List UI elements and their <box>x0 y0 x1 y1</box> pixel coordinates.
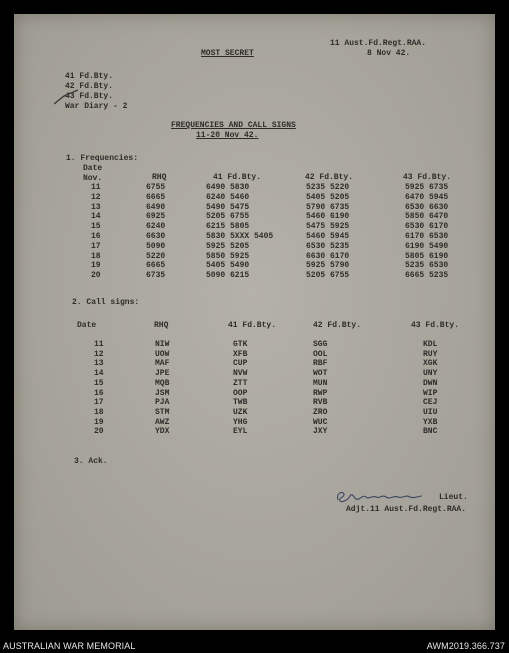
frequency-43-cell: 6530 6630 <box>405 202 449 212</box>
callsign-42-cell: ZRO <box>313 407 328 417</box>
frequency-41-cell: 6240 5460 <box>206 192 250 202</box>
frequency-date-cell: 20 <box>91 271 101 281</box>
callsign-42-cell: RVB <box>313 398 328 408</box>
callsign-41-cell: TWB <box>233 398 248 408</box>
callsign-42-cell: WOT <box>313 369 328 379</box>
callsign-42-cell: OOL <box>313 349 328 359</box>
callsign-date-cell: 15 <box>94 378 104 388</box>
frequency-43-cell: 6665 5235 <box>405 271 449 281</box>
ack-heading: 3. Ack. <box>74 457 108 466</box>
callsign-rhq-cell: MAF <box>155 359 170 369</box>
frequency-rhq-cell: 6490 <box>146 202 166 212</box>
frequency-rhq-cell: 6925 <box>146 212 166 222</box>
frequency-rhq-cell: 6240 <box>146 222 166 232</box>
frequency-43-cell: 5235 6530 <box>405 261 449 271</box>
callsign-date-cell: 13 <box>94 359 104 369</box>
callsign-rhq-cell: PJA <box>155 398 170 408</box>
signatory-appointment: Adjt.11 Aust.Fd.Regt.RAA. <box>346 505 467 514</box>
frequency-41-cell: 6215 5805 <box>206 222 250 232</box>
frequency-date-cell: 16 <box>91 232 101 241</box>
distribution-item: War Diary - 2 <box>65 102 128 111</box>
callsign-41-cell: UZK <box>233 407 248 417</box>
callsign-date-cell: 12 <box>94 349 104 359</box>
call-signs-col-rhq: RHQ <box>154 321 169 330</box>
unit-name: 11 Aust.Fd.Regt.RAA. <box>330 39 427 48</box>
call-signs-col-42: 42 Fd.Bty. <box>313 321 362 330</box>
distribution-item: 42 Fd.Bty. <box>65 82 114 91</box>
frequency-41-cell: 5830 5XXX 5405 <box>206 232 274 241</box>
frequency-42-cell: 5235 5220 <box>306 183 350 192</box>
frequencies-col-41: 41 Fd.Bty. <box>213 173 262 182</box>
callsign-date-cell: 17 <box>94 398 104 408</box>
frequency-43-cell: 5925 6735 <box>405 183 449 192</box>
callsign-41-cell: ZTT <box>233 378 248 388</box>
distribution-item: 43 Fd.Bty. <box>65 92 114 101</box>
frequencies-col-rhq: RHQ <box>152 173 167 182</box>
callsign-rhq-cell: AWZ <box>155 417 170 427</box>
callsign-date-cell: 18 <box>94 407 104 417</box>
classification-heading: MOST SECRET <box>201 49 254 58</box>
callsign-43-cell: RUY <box>423 349 438 359</box>
frequency-43-cell: 6470 5945 <box>405 192 449 202</box>
frequency-42-cell: 6530 5235 <box>306 241 350 251</box>
callsign-41-cell: YHG <box>233 417 248 427</box>
frequency-date-cell: 11 <box>91 183 101 192</box>
frequency-rhq-cell: 6755 <box>146 183 166 192</box>
callsign-rhq-cell: JSM <box>155 388 170 398</box>
frequency-date-cell: 14 <box>91 212 101 222</box>
frequency-42-cell: 5475 5925 <box>306 222 350 232</box>
call-signs-col-43: 43 Fd.Bty. <box>411 321 460 330</box>
callsign-41-cell: GTK <box>233 340 248 349</box>
frequency-42-cell: 5460 5945 <box>306 232 350 241</box>
frequency-rhq-cell: 6665 <box>146 261 166 271</box>
frequency-42-cell: 5205 6755 <box>306 271 350 281</box>
callsign-43-cell: XGK <box>423 359 438 369</box>
frequencies-month-label: Nov. <box>83 174 103 183</box>
frequency-rhq-cell: 5090 <box>146 241 166 251</box>
callsign-42-cell: MUN <box>313 378 328 388</box>
callsign-43-cell: UNY <box>423 369 438 379</box>
callsign-41-cell: CUP <box>233 359 248 369</box>
frequency-rhq-cell: 5220 <box>146 251 166 261</box>
frequencies-date-label: Date <box>83 164 103 173</box>
frequency-43-cell: 5850 6470 <box>405 212 449 222</box>
frequencies-col-42: 42 Fd.Bty. <box>305 173 354 182</box>
callsign-42-cell: WUC <box>313 417 328 427</box>
archive-credit: AUSTRALIAN WAR MEMORIAL <box>3 641 136 651</box>
frequency-42-cell: 6630 6170 <box>306 251 350 261</box>
callsign-42-cell: JXY <box>313 427 328 437</box>
frequency-41-cell: 5850 5925 <box>206 251 250 261</box>
frequency-41-cell: 5925 5205 <box>206 241 250 251</box>
callsign-date-cell: 16 <box>94 388 104 398</box>
callsign-43-cell: BNC <box>423 427 438 437</box>
callsign-date-cell: 19 <box>94 417 104 427</box>
frequency-41-cell: 6490 5830 <box>206 183 250 192</box>
callsign-43-cell: KDL <box>423 340 438 349</box>
frequencies-col-43: 43 Fd.Bty. <box>403 173 452 182</box>
frequency-date-cell: 13 <box>91 202 101 212</box>
frequency-41-cell: 5090 6215 <box>206 271 250 281</box>
frequency-date-cell: 15 <box>91 222 101 232</box>
callsign-41-cell: XFB <box>233 349 248 359</box>
callsign-rhq-cell: YDX <box>155 427 170 437</box>
frequency-date-cell: 18 <box>91 251 101 261</box>
frequency-41-cell: 5490 5475 <box>206 202 250 212</box>
frequency-41-cell: 5405 5490 <box>206 261 250 271</box>
call-signs-heading: 2. Call signs: <box>72 298 140 307</box>
callsign-43-cell: WIP <box>423 388 438 398</box>
callsign-rhq-cell: STM <box>155 407 170 417</box>
frequency-date-cell: 19 <box>91 261 101 271</box>
callsign-43-cell: UIU <box>423 407 438 417</box>
callsign-43-cell: YXB <box>423 417 438 427</box>
frequency-43-cell: 6170 6530 <box>405 232 449 241</box>
frequency-rhq-cell: 6735 <box>146 271 166 281</box>
document-date: 8 Nov 42. <box>367 49 411 58</box>
pen-tick-mark <box>52 88 82 108</box>
frequency-43-cell: 6190 5490 <box>405 241 449 251</box>
call-signs-col-41: 41 Fd.Bty. <box>228 321 277 330</box>
callsign-43-cell: DWN <box>423 378 438 388</box>
frequencies-heading: 1. Frequencies: <box>66 154 139 163</box>
frequency-rhq-cell: 6630 <box>146 232 166 241</box>
frequency-date-cell: 12 <box>91 192 101 202</box>
handwritten-signature <box>334 488 424 504</box>
callsign-date-cell: 20 <box>94 427 104 437</box>
distribution-item: 41 Fd.Bty. <box>65 72 114 81</box>
document-subtitle: 11-20 Nov 42. <box>196 131 259 140</box>
signatory-rank: Lieut. <box>439 493 468 502</box>
callsign-rhq-cell: JPE <box>155 369 170 379</box>
archive-reference: AWM2019.366.737 <box>426 641 505 651</box>
callsign-rhq-cell: NIW <box>155 340 170 349</box>
call-signs-col-date: Date <box>77 321 97 330</box>
callsign-41-cell: OOP <box>233 388 248 398</box>
frequency-42-cell: 5460 6190 <box>306 212 350 222</box>
callsign-date-cell: 14 <box>94 369 104 379</box>
document-title: FREQUENCIES AND CALL SIGNS <box>171 121 296 130</box>
frequency-rhq-cell: 6665 <box>146 192 166 202</box>
frequency-42-cell: 5790 6735 <box>306 202 350 212</box>
callsign-42-cell: RBF <box>313 359 328 369</box>
frequency-43-cell: 5805 6190 <box>405 251 449 261</box>
callsign-rhq-cell: MQB <box>155 378 170 388</box>
callsign-41-cell: NVW <box>233 369 248 379</box>
callsign-41-cell: EYL <box>233 427 248 437</box>
frequency-43-cell: 6530 6170 <box>405 222 449 232</box>
callsign-rhq-cell: UOW <box>155 349 170 359</box>
callsign-42-cell: RWP <box>313 388 328 398</box>
callsign-43-cell: CEJ <box>423 398 438 408</box>
frequency-42-cell: 5925 5790 <box>306 261 350 271</box>
callsign-42-cell: SGG <box>313 340 328 349</box>
frequency-41-cell: 5205 6755 <box>206 212 250 222</box>
frequency-42-cell: 5405 5205 <box>306 192 350 202</box>
callsign-date-cell: 11 <box>94 340 104 349</box>
frequency-date-cell: 17 <box>91 241 101 251</box>
